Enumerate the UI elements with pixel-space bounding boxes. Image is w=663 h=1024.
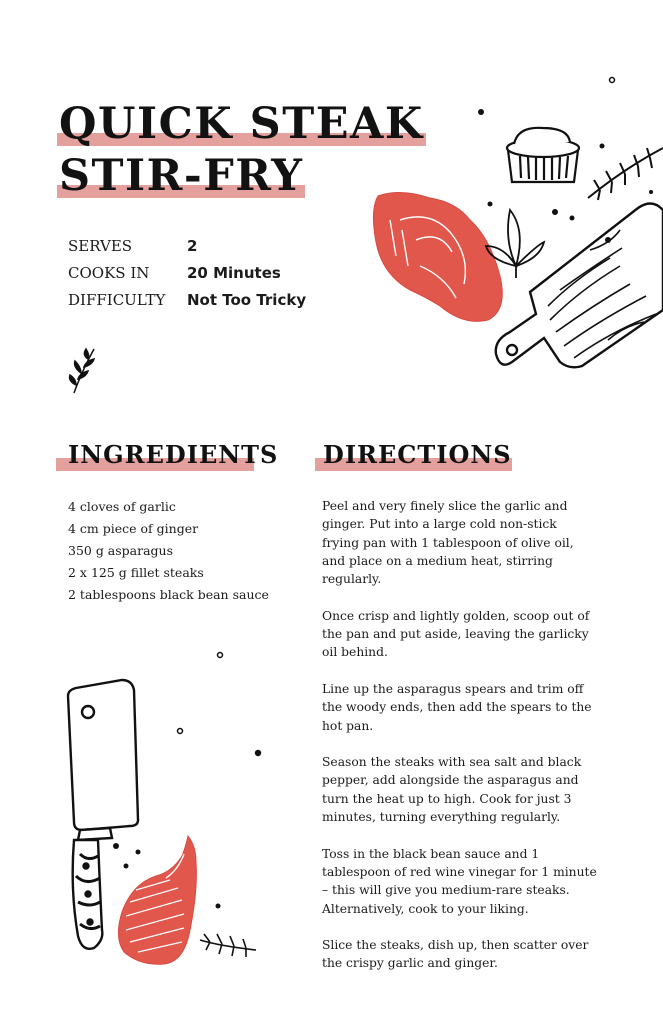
ingredient-item: 350 g asparagus xyxy=(68,543,174,558)
direction-step: Toss in the black bean sauce and 1 tablespoon of red wine vinegar for 1 minute – this will give you medium-rare steaks. Alternatively, cook to your liking. xyxy=(322,846,597,916)
info-row-serves xyxy=(68,232,306,259)
info-label: DIFFICULTY xyxy=(68,290,166,309)
ingredient-item: 4 cloves of garlic xyxy=(68,499,176,514)
dot-outline xyxy=(610,78,615,83)
cleaver-steak-illustration xyxy=(60,640,270,970)
info-label: SERVES xyxy=(68,236,133,255)
directions-list xyxy=(322,497,597,991)
title-line-2: STIR-FRY xyxy=(59,151,304,201)
cutting-board-icon xyxy=(496,203,663,367)
info-label: COOKS IN xyxy=(68,263,150,282)
direction-step: Once crisp and lightly golden, scoop out of the pan and put aside, leaving the garlicky oil behind. xyxy=(322,608,590,660)
info-value: Not Too Tricky xyxy=(187,290,307,309)
ingredient-item: 4 cm piece of ginger xyxy=(68,521,199,536)
ingredient-item: 2 x 125 g fillet steaks xyxy=(68,565,204,580)
info-value: 20 Minutes xyxy=(187,263,281,282)
dot-outlines xyxy=(178,653,223,734)
herb-sprig-icon xyxy=(64,345,100,397)
title-line-1: QUICK STEAK xyxy=(59,99,424,149)
directions-heading: DIRECTIONS xyxy=(323,440,512,469)
info-row-difficulty xyxy=(68,286,306,313)
steak-icon xyxy=(373,192,502,321)
steak-icon xyxy=(118,836,196,964)
ingredients-list xyxy=(68,496,269,606)
info-value: 2 xyxy=(187,236,198,255)
recipe-info xyxy=(68,232,306,313)
direction-step: Line up the asparagus spears and trim off the woody ends, then add the spears to the hot pan. xyxy=(322,681,592,733)
herb-icon xyxy=(200,934,256,957)
info-row-cooks-in xyxy=(68,259,306,286)
direction-step: Slice the steaks, dish up, then scatter over the crispy garlic and ginger. xyxy=(322,938,589,971)
direction-step: Peel and very finely slice the garlic and ginger. Put into a large cold non-stick frying pan with 1 tablespoon of olive oil, and place on a medium heat, stirring regularly. xyxy=(322,499,574,587)
ramekin-icon xyxy=(507,128,579,182)
ingredients-heading: INGREDIENTS xyxy=(68,440,279,469)
steak-board-illustration xyxy=(360,70,663,380)
ingredient-item: 2 tablespoons black bean sauce xyxy=(68,587,269,602)
direction-step: Season the steaks with sea salt and black pepper, add alongside the asparagus and turn the heat up to high. Cook for just 3 minutes, turning everything regularly. xyxy=(322,755,582,825)
